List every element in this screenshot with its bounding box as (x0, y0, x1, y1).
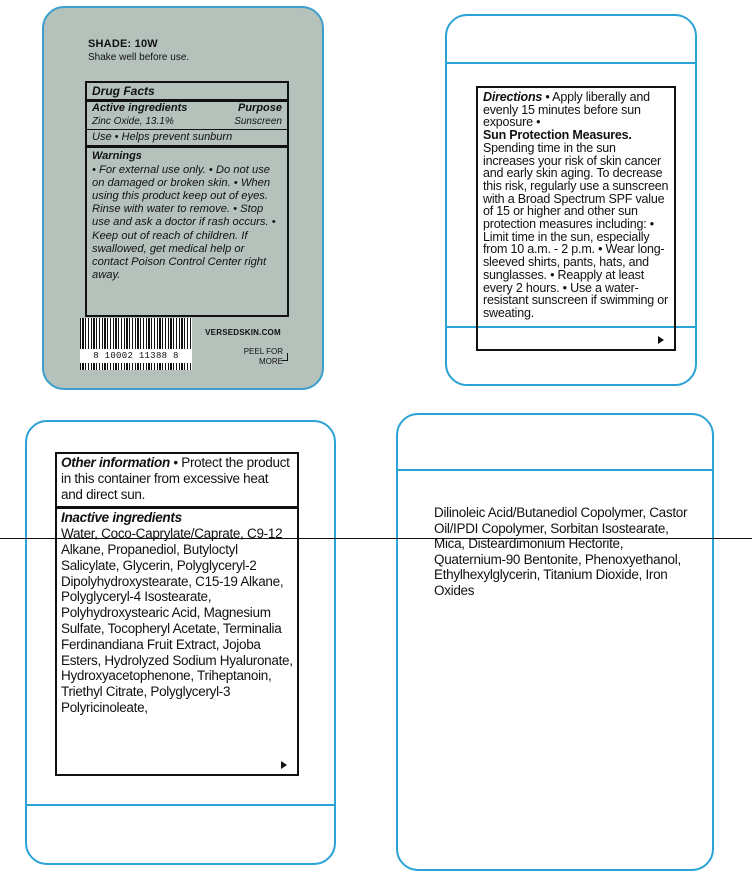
inactive-section (57, 509, 297, 716)
inactive-ingredients-box (55, 452, 299, 776)
label-panel-directions (445, 14, 697, 386)
scan-divider-line (0, 538, 752, 539)
active-ingredient-row (92, 115, 282, 129)
peel-corner-icon (282, 353, 288, 361)
inactive-ingredients-text: Water, Coco-Caprylate/Caprate, C9-12 Alkane, Propanediol, Butyloctyl Salicylate, Glycerin, Polyglyceryl-2 Dipolyhydroxystearate, C15-19 Alkane, Polyglyceryl-4 Isostearate, Polyhydroxystearic Acid, Magnesium Sulfate, Tocopheryl Acetate, Terminalia Ferdinandiana Fruit Extract, Jojoba Esters, Hydrolyzed Sodium Hyaluronate, Hydroxyacetophenone, Triheptanoin, Triethyl Citrate, Polyglyceryl-3 Polyricinoleate, (61, 526, 293, 715)
label-panel-ingredients-continued (396, 413, 714, 871)
website-label: VERSEDSKIN.COM (205, 328, 281, 337)
warnings-text: • For external use only. • Do not use on damaged or broken skin. • When using this product keep out of eyes. Rinse with water to remove. • Stop use and ask a doctor if rash occurs. • Keep out of reach of children. If swallowed, get medical help or contact Poison Control Center right away. (92, 163, 276, 282)
purpose-heading: Purpose (237, 101, 282, 114)
fold-line (27, 804, 334, 806)
drug-facts-box (85, 81, 289, 317)
directions-text: • Apply liberally and evenly 15 minutes before sun exposure • (483, 90, 650, 130)
active-ingredient-value: Zinc Oxide, 13.1% (92, 116, 174, 127)
fold-line (398, 469, 712, 471)
sun-protection-text: Spending time in the sun increases your risk of skin cancer and early skin aging. To decrease this risk, regularly use a sunscreen with a Broad Spectrum SPF value of 15 or higher and other sun protection measures including: • Limit time in the sun, especially from 10 a.m. - 2 p.m. • Wear long-sleeved shirts, pants, hats, and sunglasses. • Reapply at least every 2 hours. • Use a water-resistant sunscreen if swimming or sweating. (483, 140, 669, 320)
other-information-section (57, 454, 297, 509)
use-statement: Use • Helps prevent sunburn (87, 129, 287, 146)
sun-protection-title: Sun Protection Measures. (483, 128, 632, 143)
other-information-title: Other information (61, 455, 170, 470)
shade-label: SHADE: 10W (88, 38, 158, 50)
fold-line (447, 62, 695, 64)
other-information-text: • Protect the product in this container from excessive heat and direct sun. (61, 455, 290, 502)
inactive-ingredients-continued: Dilinoleic Acid/Butanediol Copolymer, Castor Oil/IPDI Copolymer, Sorbitan Isostearate, Mica, Disteardimonium Hectorite, Quaternium-90 Bentonite, Phenoxyethanol, Ethylhexylglycerin, Titanium Dioxide, Iron Oxides (434, 505, 688, 598)
drug-facts-title: Drug Facts (92, 84, 155, 98)
purpose-value: Sunscreen (234, 116, 282, 127)
active-ingredients-header (92, 102, 282, 116)
continue-arrow-icon (658, 336, 664, 344)
peel-for-more-label: PEEL FOR MORE (243, 347, 283, 366)
directions-box (476, 86, 676, 351)
label-panel-inactive-ingredients (25, 420, 336, 865)
inactive-ingredients-title: Inactive ingredients (61, 510, 182, 526)
warnings-title: Warnings (92, 150, 142, 162)
shake-instruction: Shake well before use. (88, 52, 190, 63)
barcode-number: 8 10002 11388 8 (80, 349, 192, 363)
active-ingredients-heading: Active ingredients (92, 101, 188, 114)
continue-arrow-icon (281, 761, 287, 769)
directions-title: Directions (483, 90, 543, 104)
label-panel-drug-facts (42, 6, 324, 390)
